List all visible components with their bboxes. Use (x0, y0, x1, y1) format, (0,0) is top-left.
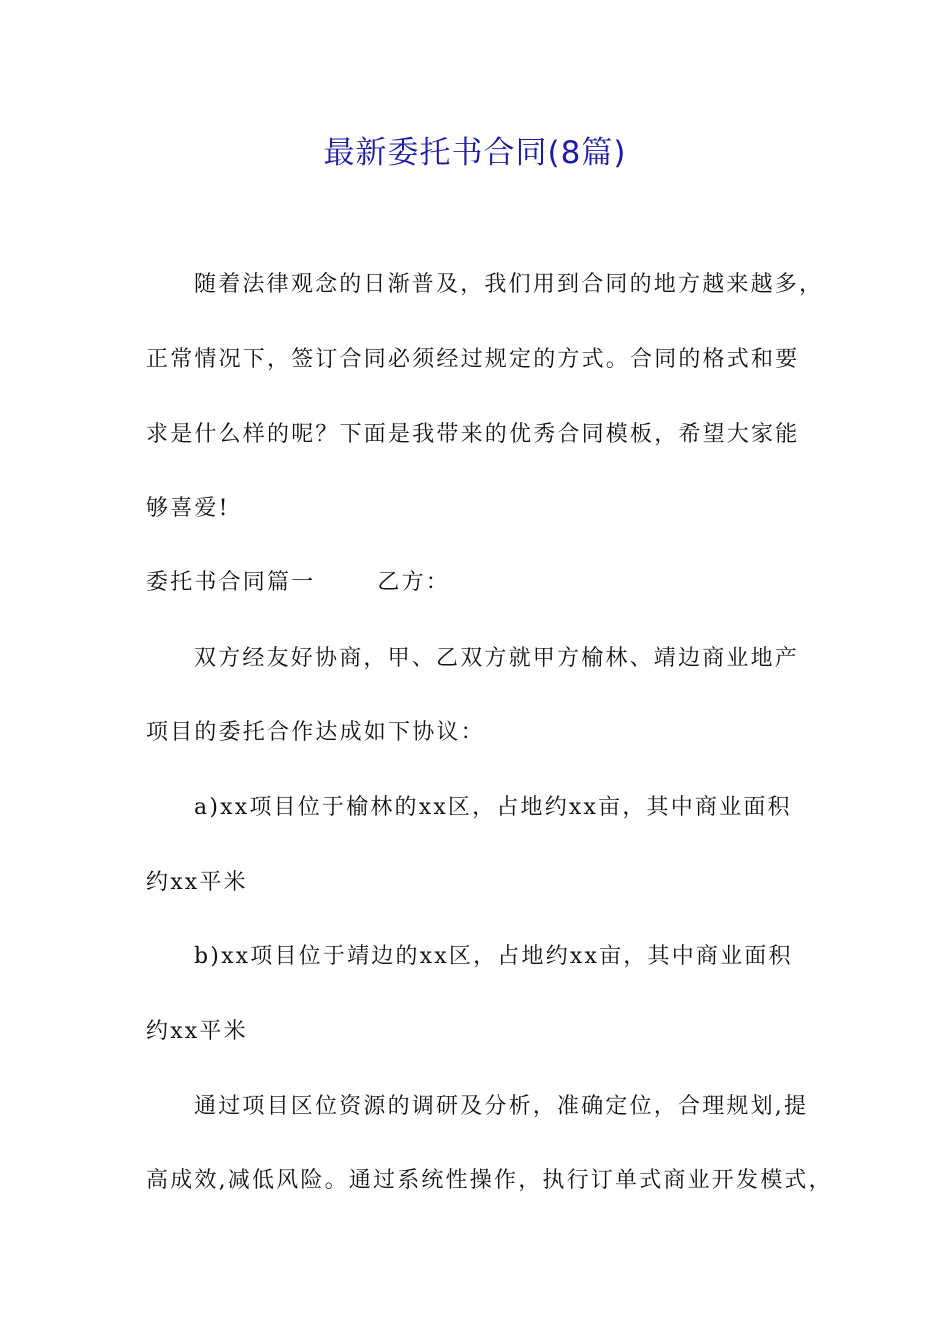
paragraph-line: 通过项目区位资源的调研及分析，准确定位，合理规划,提 (194, 1094, 809, 1119)
section-party-label: 乙方： (377, 570, 451, 595)
document-title: 最新委托书合同(8篇) (323, 135, 627, 171)
paragraph-line: 项目的委托合作达成如下协议： (146, 720, 485, 745)
paragraph-line: 求是什么样的呢？下面是我带来的优秀合同模板，希望大家能 (146, 422, 800, 447)
paragraph-line: 随着法律观念的日渐普及，我们用到合同的地方越来越多， (194, 272, 824, 297)
paragraph-line: b)xx项目位于靖边的xx区，占地约xx亩，其中商业面积 (194, 944, 793, 969)
paragraph-line: 约xx平米 (146, 1019, 248, 1044)
paragraph-line: 够喜爱! (146, 496, 230, 521)
paragraph-line: a)xx项目位于榆林的xx区，占地约xx亩，其中商业面积 (194, 795, 792, 820)
paragraph-line: 双方经友好协商，甲、乙双方就甲方榆林、靖边商业地产 (194, 646, 800, 671)
paragraph-line: 约xx平米 (146, 870, 248, 895)
paragraph-line: 高成效,减低风险。通过系统性操作，执行订单式商业开发模式， (146, 1168, 833, 1193)
section-heading: 委托书合同篇一 (146, 570, 316, 595)
paragraph-line: 正常情况下，签订合同必须经过规定的方式。合同的格式和要 (146, 347, 800, 372)
section-heading-line (146, 568, 816, 598)
